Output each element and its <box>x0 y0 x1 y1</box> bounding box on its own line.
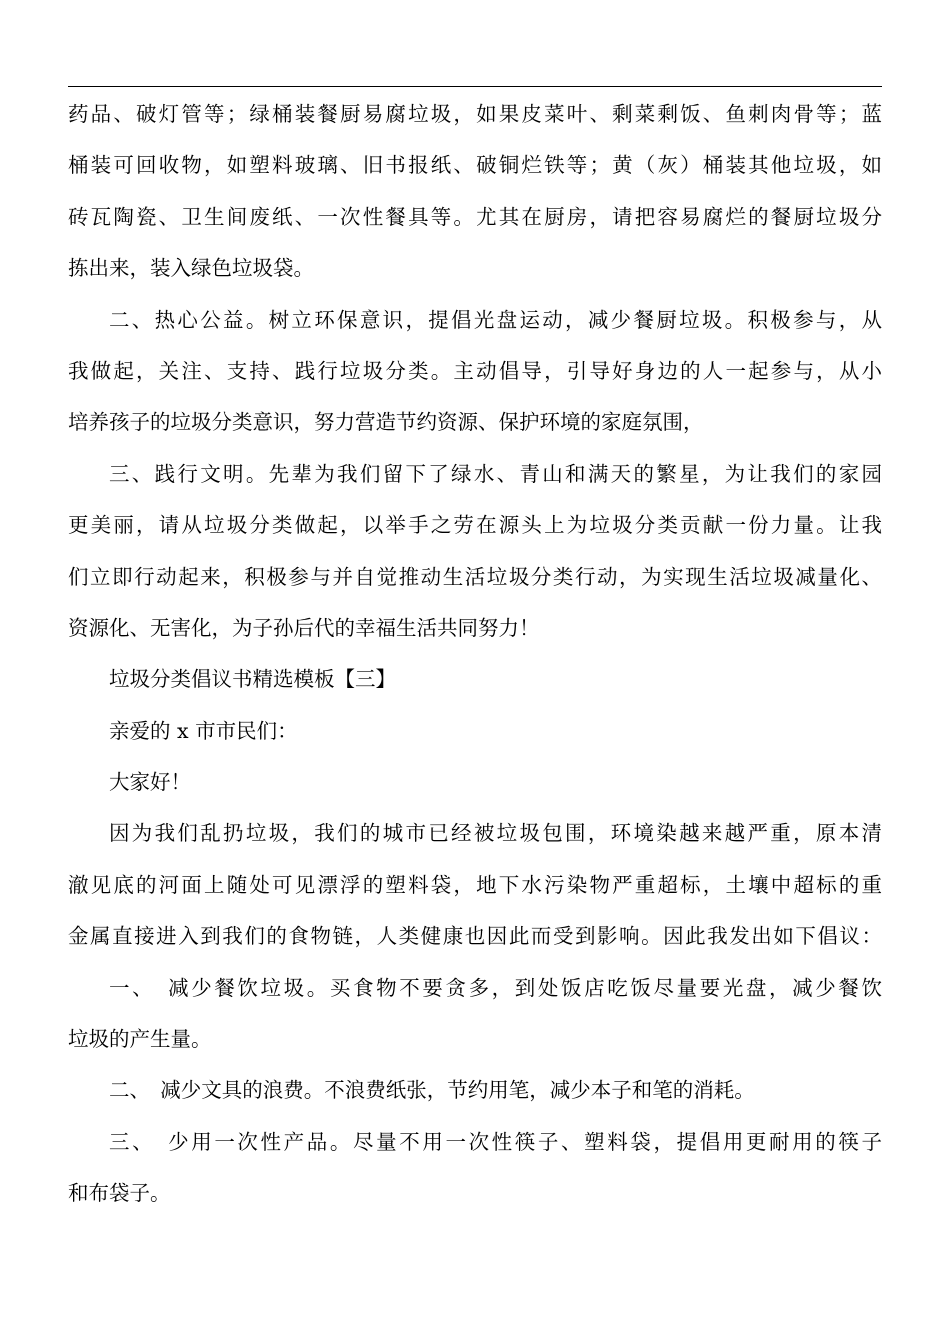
text-line: 资源化、无害化，为子孙后代的幸福生活共同努力！ <box>68 615 540 640</box>
text-line: 和布袋子。 <box>68 1181 171 1206</box>
document-body <box>68 89 882 1220</box>
text-line: 药品、破灯管等；绿桶装餐厨易腐垃圾，如果皮菜叶、剩菜剩饭、鱼刺肉骨等；蓝 <box>68 102 882 126</box>
text-line: 一、 减少餐饮垃圾。买食物不要贪多，到处饭店吃饭尽量要光盘，减少餐饮 <box>109 975 882 1000</box>
text-line: 们立即行动起来，积极参与并自觉推动生活垃圾分类行动，为实现生活垃圾减量化、 <box>68 564 882 589</box>
text-line: 金属直接进入到我们的食物链，人类健康也因此而受到影响。因此我发出如下倡议： <box>68 924 882 949</box>
header-rule <box>68 86 882 87</box>
text-line: 桶装可回收物，如塑料玻璃、旧书报纸、破铜烂铁等；黄（灰）桶装其他垃圾，如 <box>68 153 882 178</box>
text-line: 我做起，关注、支持、践行垃圾分类。主动倡导，引导好身边的人一起参与，从小 <box>68 358 882 383</box>
section-heading: 垃圾分类倡议书精选模板【三】 <box>109 667 396 692</box>
greeting: 大家好！ <box>109 770 191 795</box>
text-line: 三、 少用一次性产品。尽量不用一次性筷子、塑料袋，提倡用更耐用的筷子 <box>109 1129 882 1154</box>
text-line: 三、践行文明。先辈为我们留下了绿水、青山和满天的繁星，为让我们的家园 <box>109 461 882 486</box>
text-line: 垃圾的产生量。 <box>68 1027 212 1052</box>
text-line: 因为我们乱扔垃圾，我们的城市已经被垃圾包围，环境染越来越严重，原本清 <box>109 821 882 846</box>
text-line: 砖瓦陶瓷、卫生间废纸、一次性餐具等。尤其在厨房，请把容易腐烂的餐厨垃圾分 <box>68 204 882 229</box>
text-line: 更美丽，请从垃圾分类做起，以举手之劳在源头上为垃圾分类贡献一份力量。让我 <box>68 513 882 538</box>
salutation: 亲爱的 x 市市民们： <box>109 718 298 743</box>
text-line: 澈见底的河面上随处可见漂浮的塑料袋，地下水污染物严重超标，土壤中超标的重 <box>68 872 882 897</box>
text-line: 二、热心公益。树立环保意识，提倡光盘运动，减少餐厨垃圾。积极参与，从 <box>109 307 882 332</box>
text-line: 二、 减少文具的浪费。不浪费纸张，节约用笔，减少本子和笔的消耗。 <box>109 1078 755 1103</box>
text-line: 培养孩子的垃圾分类意识，努力营造节约资源、保护环境的家庭氛围， <box>68 410 704 435</box>
text-line: 拣出来，装入绿色垃圾袋。 <box>68 256 314 281</box>
